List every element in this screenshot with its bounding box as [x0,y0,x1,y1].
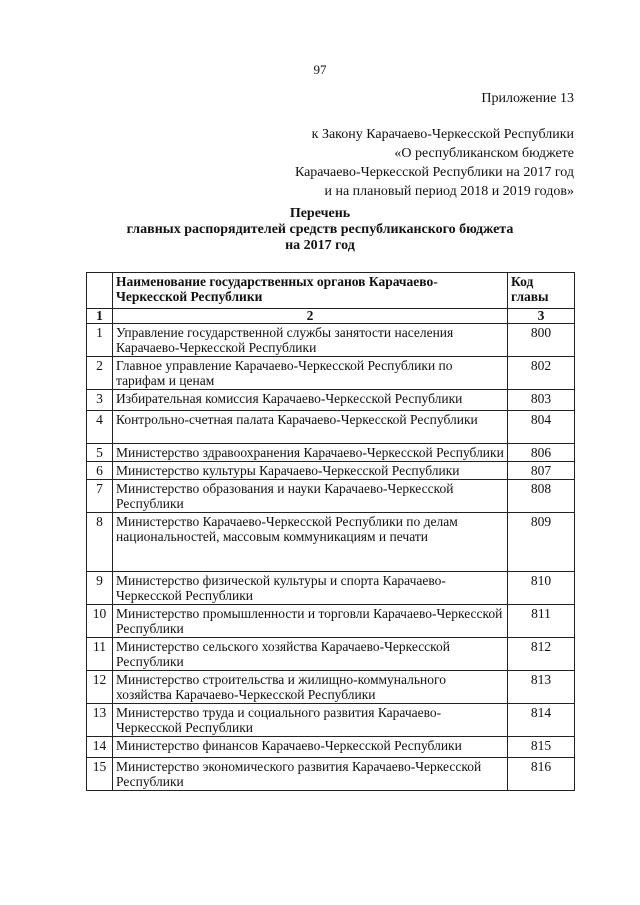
row-code: 809 [508,513,575,572]
row-number: 15 [87,758,113,791]
row-number: 3 [87,390,113,411]
row-code: 806 [508,444,575,462]
table-header-row [87,273,575,309]
row-code: 816 [508,758,575,791]
row-name: Избирательная комиссия Карачаево-Черкесской Республики [113,390,508,411]
row-name: Главное управление Карачаево-Черкесской Республики по тарифам и ценам [113,357,508,390]
table-row [87,462,575,480]
row-number: 2 [87,357,113,390]
row-number: 10 [87,605,113,638]
row-name: Министерство труда и социального развития Карачаево-Черкесской Республики [113,704,508,737]
row-name: Министерство сельского хозяйства Карачаево-Черкесской Республики [113,638,508,671]
row-code: 808 [508,480,575,513]
row-number: 13 [87,704,113,737]
table-row [87,737,575,758]
table-row [87,324,575,357]
table-row [87,390,575,411]
row-name: Министерство строительства и жилищно-коммунального хозяйства Карачаево-Черкесской Республики [113,671,508,704]
table-row [87,357,575,390]
table-row [87,480,575,513]
row-code: 813 [508,671,575,704]
row-name: Министерство промышленности и торговли Карачаево-Черкесской Республики [113,605,508,638]
table-row [87,411,575,444]
table-row [87,758,575,791]
row-name: Министерство культуры Карачаево-Черкесской Республики [113,462,508,480]
column-index: 1 [87,309,113,324]
row-number: 1 [87,324,113,357]
row-code: 804 [508,411,575,444]
row-code: 815 [508,737,575,758]
document-title-line: главных распорядителей средств республиканского бюджета [126,222,514,237]
header-num [87,273,113,309]
table-row [87,671,575,704]
row-name: Министерство экономического развития Карачаево-Черкесской Республики [113,758,508,791]
row-name: Управление государственной службы занятости населения Карачаево-Черкесской Республики [113,324,508,357]
row-number: 14 [87,737,113,758]
law-reference-line: Карачаево-Черкесской Республики на 2017 год [294,165,574,180]
header-name: Наименование государственных органов Карачаево-Черкесской Республики [113,273,508,309]
row-name: Контрольно-счетная палата Карачаево-Черкесской Республики [113,411,508,444]
law-reference-line: «О республиканском бюджете [394,146,574,161]
row-number: 8 [87,513,113,572]
column-index-row [87,309,575,324]
row-code: 814 [508,704,575,737]
row-number: 7 [87,480,113,513]
appendix-label: Приложение 13 [481,91,574,106]
row-code: 811 [508,605,575,638]
table-row [87,638,575,671]
row-name: Министерство Карачаево-Черкесской Республики по делам национальностей, массовым коммуникациям и печати [113,513,508,572]
document-title-line: Перечень [289,206,351,221]
table-row [87,513,575,572]
document-title [0,206,640,254]
row-name: Министерство физической культуры и спорта Карачаево-Черкесской Республики [113,572,508,605]
header-code: Код главы [508,273,575,309]
column-index: 3 [508,309,575,324]
row-name: Министерство финансов Карачаево-Черкесской Республики [113,737,508,758]
table-row [87,572,575,605]
row-code: 807 [508,462,575,480]
law-reference-line: к Закону Карачаево-Черкесской Республики [311,127,574,142]
row-code: 803 [508,390,575,411]
table-row [87,444,575,462]
row-number: 9 [87,572,113,605]
row-code: 802 [508,357,575,390]
row-name: Министерство образования и науки Карачаево-Черкесской Республики [113,480,508,513]
row-number: 4 [87,411,113,444]
row-code: 800 [508,324,575,357]
row-number: 12 [87,671,113,704]
table-row [87,704,575,737]
law-reference-line: и на плановый период 2018 и 2019 годов» [324,184,574,199]
column-index: 2 [113,309,508,324]
row-code: 812 [508,638,575,671]
document-title-line: на 2017 год [285,238,355,253]
row-name: Министерство здравоохранения Карачаево-Черкесской Республики [113,444,508,462]
agencies-table [86,272,575,791]
law-reference [295,125,574,201]
row-number: 11 [87,638,113,671]
table-row [87,605,575,638]
row-number: 5 [87,444,113,462]
row-code: 810 [508,572,575,605]
page-number: 97 [313,62,327,77]
row-number: 6 [87,462,113,480]
